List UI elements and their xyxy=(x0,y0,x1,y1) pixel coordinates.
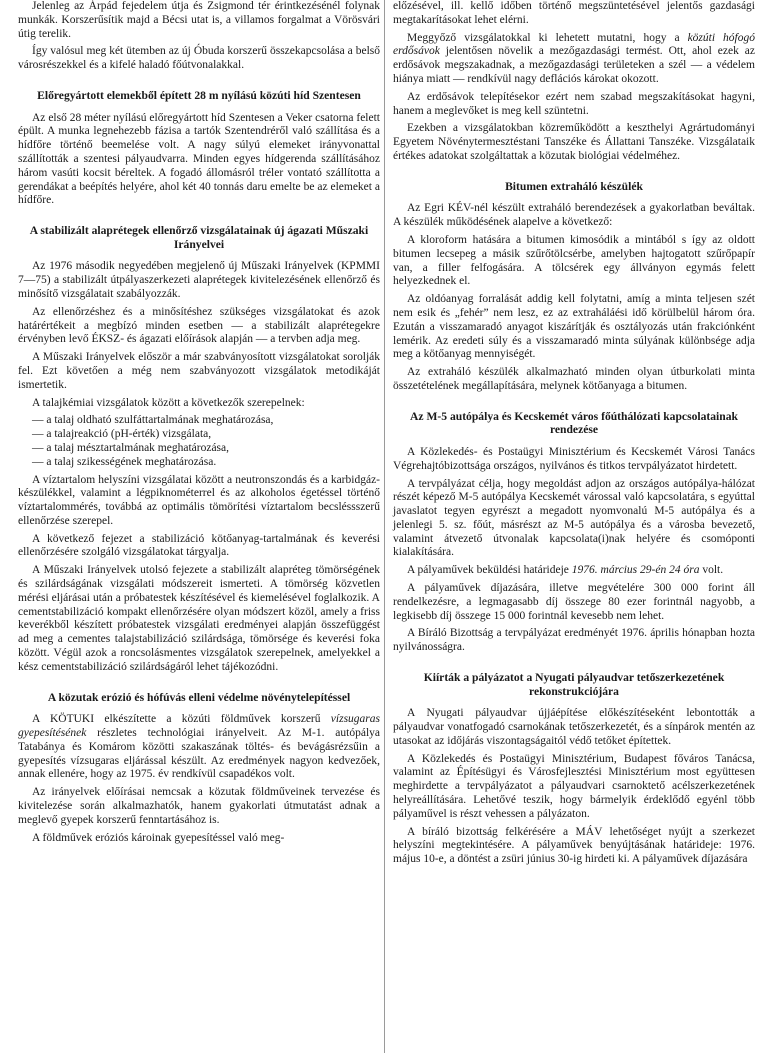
soil-test-list xyxy=(18,414,380,469)
paragraph: Az erdősávok telepítésekor ezért nem szabad megszakításokat hagyni, hanem a meglevőket is meg kell szüntetni. xyxy=(393,90,755,117)
paragraph: A Bíráló Bizottság a tervpályázat eredményét 1976. április hónapban hozta nyilvánosságra. xyxy=(393,627,755,654)
paragraph: A földművek eróziós károinak gyepesítéssel való meg- xyxy=(32,831,285,844)
column-divider xyxy=(384,0,385,1053)
paragraph: A következő fejezet a stabilizáció kötőanyag-tartalmának és keverési ellenőrzésére szolgáló vizsgálatokat tárgyalja. xyxy=(18,532,380,559)
paragraph xyxy=(393,564,755,578)
article-title-bitumen-extractor: Bitumen extraháló készülék xyxy=(505,179,643,193)
article-title-nyugati-roof: Kiírták a pályázatot a Nyugati pályaudvar tetőszerkezetének rekonstrukciójára xyxy=(423,671,725,698)
paragraph: A pályaművek díjazására, illetve megvételére 300 000 forint áll rendelkezésre, a legmagasabb díj összege 80 ezer forintnál nagyobb, a legkisebb díj összege 15 000 forintnál kevesebb nem lehet. xyxy=(393,582,755,622)
paragraph: Az első 28 méter nyílású előregyártott híd Szentesen a Veker csatorna felett épült. A munka legnehezebb fázisa a tartók Szentendréről való szállítása és a hídfőre történő beemelése volt. A nagy súlyú elemeket irányvonattal szállították a szentesi pályaudvarra. Minden egyes hídgerenda szállításához három vasúti kocsit béreltek. A fogadó állomásról tréler vontató szállította a gerendákat a beépítés helyére, ahol két 40 tonnás daru emelte be az elemeket a hídfőre. xyxy=(18,111,380,207)
text-run: Meggyőző vizsgálatokkal ki lehetett mutatni, hogy a xyxy=(407,31,688,44)
paragraph: A víztartalom helyszíni vizsgálatai között a neutronszondás és a karbidgáz-készülékkel, valamint a légpiknométerrel és az alkoholos égetéssel történő víztartalommérés, továbbá az optimális tömörítési víztartalom becsléssszerű ellenőrzése szerepel. xyxy=(18,473,380,527)
paragraph: A Közlekedés- és Postaügyi Minisztérium és Kecskemét Városi Tanács Végrehajtóbizottsága országos, nyilvános és titkos tervpályázatot hirdetett. xyxy=(393,445,755,472)
paragraph: Ezekben a vizsgálatokban közreműködött a keszthelyi Agrártudományi Egyetem Növénytermesztéstani Tanszéke és Állattani Tanszéke. Vizsgálataik értékes adatokat szolgáltattak a közutak biológiai védelméhez. xyxy=(393,122,755,162)
emphasis: 1976. március 29-én 24 óra xyxy=(571,564,700,577)
paragraph: A tervpályázat célja, hogy megoldást adjon az országos autópálya-hálózat részét képező M-5 autópálya Kecskemét várossal való kapcsolatára, s egyúttal javaslatot tegyen egyrészt a megadott nyomvonalú M-5 autópálya és a jelenlegi 5. sz. főút, másrészt az M-5 autópálya és a városba bevezető, valamint átvezető útvonalak kapcsolata(i)nak helyére és csomóponti kialakítására. xyxy=(393,477,755,559)
paragraph: A talajkémiai vizsgálatok között a következők szerepelnek: xyxy=(32,396,305,409)
paragraph xyxy=(393,32,755,87)
paragraph: Az oldóanyag forralását addig kell folytatni, amíg a minta teljesen szét nem esik és „fehér” nem lesz, ez az extraháláési idő körülbelül három óra. Ezután a visszamaradó anyagot kiszárítják és osztályozás után frakciónként lemérik. Az eredeti súly és a visszamaradó minta súlyának különbsége adja meg a kötőanyag mennyiségét. xyxy=(393,293,755,361)
list-item: — a talaj szikességének meghatározása. xyxy=(32,456,380,470)
text-run: részletes technológiai irányelveit. Az M-1. autópálya Tatabánya és Komárom közötti szakaszának töltés- és bevágásrézsűin a gyepesítés vízsugaras eljárással készült. Az eredmények nagyon kedvezőek, annak ellenére, hogy az 1975. év rendkívül csapadékos volt. xyxy=(18,727,380,781)
paragraph: Így valósul meg két ütemben az új Óbuda korszerű összekapcsolása a belső városrészekkel és a kifelé haladó főútvonalakkal. xyxy=(18,45,380,72)
emphasis: közúti hófogó erdősávok xyxy=(393,31,756,58)
right-column xyxy=(393,0,755,871)
text-run: A KÖTUKI elkészítette a közúti földművek korszerű xyxy=(32,713,331,726)
article-title-stabilized-base-guidelines: A stabilizált alaprétegek ellenőrző vizsgálatainak új ágazati Műszaki Irányelvei xyxy=(29,224,369,251)
article-title-erosion-protection: A közutak erózió és hófúvás elleni védelme növénytelepítéssel xyxy=(47,690,351,704)
list-item: — a talaj mésztartalmának meghatározása, xyxy=(32,442,380,456)
paragraph: Az ellenőrzéshez és a minősítéshez szükséges vizsgálatokat és azok határértékeit a megbízó minden esetben — a stabilizált alaprétegekre érvényben levő ÉKSZ- és ágazati előírások alapján — a tervben adja meg. xyxy=(18,305,380,346)
paragraph: A Műszaki Irányelvek utolsó fejezete a stabilizált alapréteg tömörségének és szilárdságának vizsgálati módszereit ismerteti. A tömörség közvetlen mérési eljárásai után a próbatestek készítésével és kiemelésével foglalkozik. A cementstabilizáció kompakt ellenőrzésére olyan módszert közöl, amely a friss keverékből készített próbatestek vizsgálati eredményei alapján összefüggést ad meg a cementes talajstabilizáció szilárdsága, tömörsége és keverési foka között. Végül azok a roncsolásmentes vizsgálatok szerepelnek, amelyekkel a kész cementstabilizáció szilárdságáról lehet tájékozódni. xyxy=(18,564,380,673)
emphasis: vízsugaras gyepesítésének xyxy=(18,713,380,740)
article-title-m5-kecskemet: Az M-5 autópálya és Kecskemét város főúthálózati kapcsolatainak rendezése xyxy=(410,409,738,437)
paragraph: A Műszaki Irányelvek először a már szabványosított vizsgálatokat sorolják fel. Ezt követően a még nem szabványozott vizsgálatok metodikáját ismertetik. xyxy=(18,351,380,391)
text-run: A pályaművek beküldési határideje xyxy=(407,564,572,577)
left-column xyxy=(18,0,380,849)
paragraph: A kloroform hatására a bitumen kimosódik a mintából s így az oldott bitumen lecsepeg a másik szűrőtölcsérbe, amelyben hajtogatott szűrőpapír van, a filler felfogására. A tölcsérek egy állványon egymás felett helyezkednek el. xyxy=(393,233,755,288)
list-item: — a talaj oldható szulfáttartalmának meghatározása, xyxy=(32,414,380,428)
paragraph xyxy=(18,713,380,782)
text-run: jelentősen növelik a mezőgazdasági termést. Ott, ahol ezek az erdősávok megszakadnak, a mezőgazdasági területeken a szél — a védelem hiánya miatt — rendkívül nagy deflációs károkat okozott. xyxy=(393,45,755,85)
list-item: — a talajreakció (pH-érték) vizsgálata, xyxy=(32,428,380,442)
paragraph: Az Egri KÉV-nél készült extraháló berendezések a gyakorlatban beváltak. A készülék működésének alapelve a következő: xyxy=(393,202,755,229)
paragraph: Az irányelvek előírásai nemcsak a közutak földműveinek tervezése és kivitelezése során alkalmazhatók, hanem gyakorlati útmutatást adnak a meglevő gyepek korszerű fenntartásához is. xyxy=(18,786,380,826)
article-title-szentes-bridge: Előregyártott elemekből épített 28 m nyílású közúti híd Szentesen xyxy=(37,88,361,102)
paragraph: A bíráló bizottság felkérésére a MÁV lehetőséget nyújt a szerkezet helyszíni megtekintésére. A pályaművek benyújtásának határideje: 1976. május 10-e, a döntést a zsüri június 30-ig hirdeti ki. A pályaművek díjazására xyxy=(393,825,755,866)
paragraph: Az extraháló készülék alkalmazható minden olyan útburkolati minta összetételének megállapítására, melynek kötőanyaga a bitumen. xyxy=(393,366,755,392)
paragraph: A Közlekedés és Postaügyi Minisztérium, Budapest főváros Tanácsa, valamint az Építésügyi és Városfejlesztési Minisztérium most együttesen meghirdette a tervpályázatot a pályaudvari csarnoktető acélszerkezetének helyreállítására. Lehetővé teszik, hogy bármelyik érdeklődő egyénl több pályaművel is részt vehessen a pályázaton. xyxy=(393,752,755,820)
text-run: volt. xyxy=(699,564,724,577)
paragraph: Jelenleg az Árpád fejedelem útja és Zsigmond tér érintkezésénél folynak munkák. Korszerűsítik majd a Bécsi utat is, a villamos forgalmat a Vörösvári útig terelik. xyxy=(18,0,380,40)
paragraph: előzésével, ill. kellő időben történő megszüntetésével jelentős gazdasági megtakarításokat lehet elérni. xyxy=(393,0,755,26)
paragraph: A Nyugati pályaudvar újjáépítése előkészítéseként lebontották a pályaudvar vonatfogadó csarnokának tetőszerkezetét, és a sínpárok mentén az utasokat az időjárás viszontagságaitól védő tetőket építettek. xyxy=(393,707,755,747)
paragraph: Az 1976 második negyedében megjelenő új Műszaki Irányelvek (KPMMI 7—75) a stabilizált útpályaszerkezeti alaprétegek kivitelezésének ellenőrző és minősítő vizsgálatait szabályozzák. xyxy=(18,260,380,300)
